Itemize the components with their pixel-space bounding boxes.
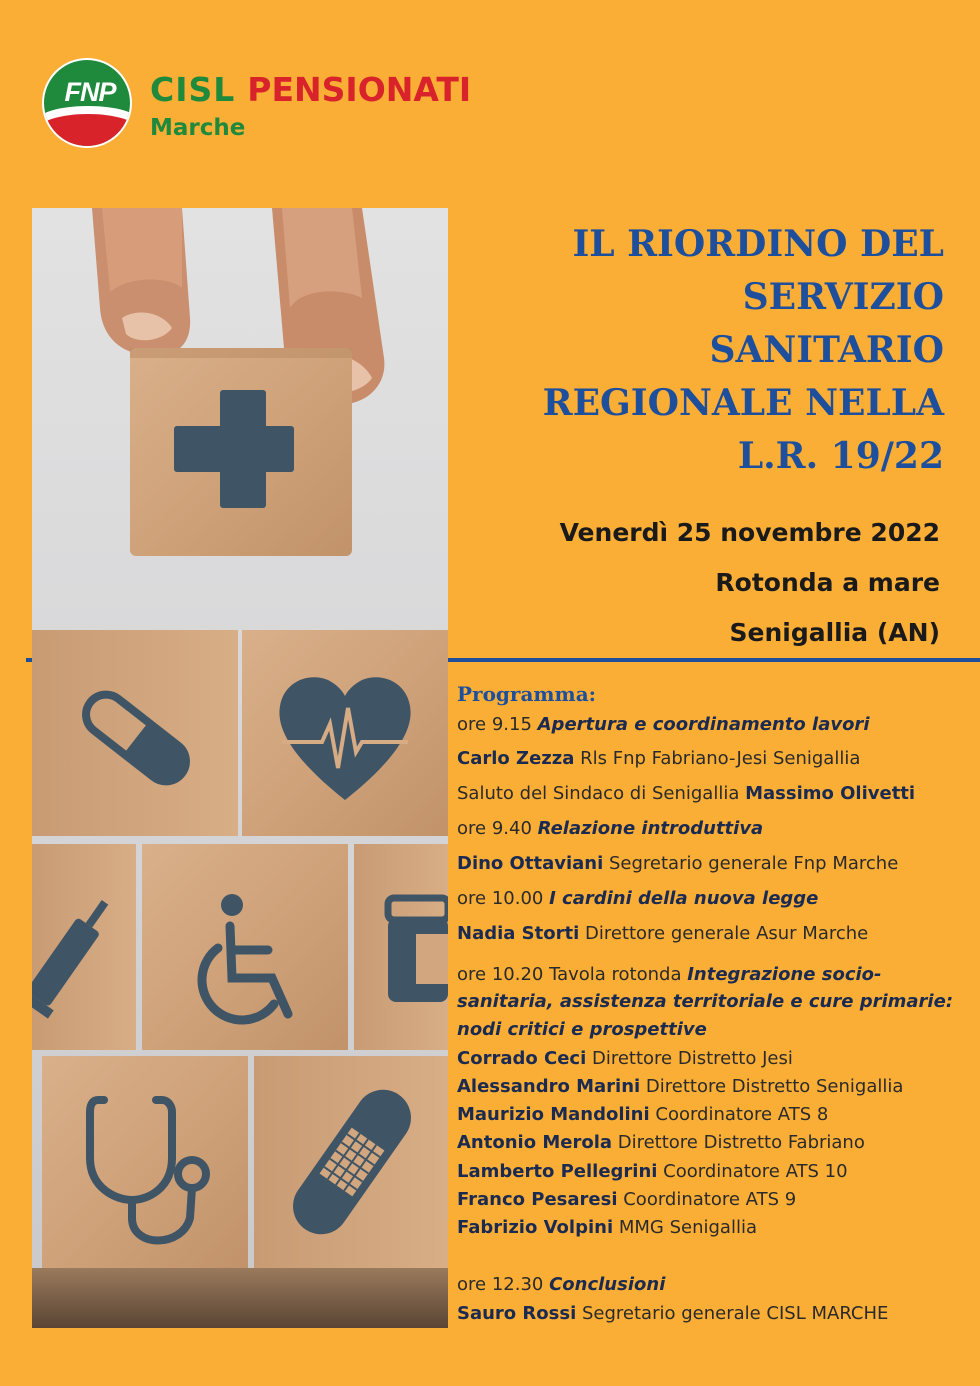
- program-line: Antonio Merola Direttore Distretto Fabriano: [457, 1132, 865, 1153]
- event-date: Venerdì 25 novembre 2022: [559, 518, 940, 547]
- heart-block: [242, 630, 448, 836]
- title-line: SANITARIO: [709, 329, 944, 371]
- program-section: [457, 676, 967, 1329]
- program-line: Lamberto Pellegrini Coordinatore ATS 10: [457, 1161, 848, 1182]
- medical-bag-block: [354, 844, 448, 1050]
- wooden-blocks-photo: [32, 208, 448, 1328]
- event-city: Senigallia (AN): [729, 618, 940, 647]
- program-line: ore 10.00 I cardini della nuova legge: [457, 888, 819, 909]
- program-line: ore 9.15 Apertura e coordinamento lavori: [457, 714, 870, 735]
- title-line: REGIONALE NELLA: [542, 382, 944, 424]
- program-line: Corrado Ceci Direttore Distretto Jesi: [457, 1048, 793, 1069]
- logo-fnp-text: FNP: [64, 77, 116, 107]
- brand-name: [150, 70, 471, 109]
- event-venue: Rotonda a mare: [715, 568, 940, 597]
- bandage-block: [254, 1056, 448, 1268]
- program-line: Dino Ottaviani Segretario generale Fnp Marche: [457, 853, 899, 874]
- wheelchair-block: [142, 844, 348, 1050]
- program-line: nodi critici e prospettive: [457, 1019, 707, 1040]
- event-info: [560, 508, 940, 658]
- program-line: Maurizio Mandolini Coordinatore ATS 8: [457, 1104, 829, 1125]
- divider-rule: [448, 658, 980, 662]
- program-line: Alessandro Marini Direttore Distretto Senigallia: [457, 1076, 904, 1097]
- title-line: L.R. 19/22: [737, 435, 944, 477]
- stethoscope-block: [42, 1056, 248, 1268]
- program-heading: Programma:: [457, 682, 597, 706]
- plus-block: [130, 348, 352, 556]
- title-line: IL RIORDINO DEL: [572, 223, 944, 265]
- title-line: SERVIZIO: [742, 276, 944, 318]
- fnp-logo-mark: [42, 58, 132, 148]
- program-line: Fabrizio Volpini MMG Senigallia: [457, 1217, 757, 1238]
- program-line: sanitaria, assistenza territoriale e cure primarie:: [457, 991, 954, 1012]
- program-line: ore 10.20 Tavola rotonda Integrazione socio-: [457, 964, 882, 985]
- program-line: Nadia Storti Direttore generale Asur Marche: [457, 923, 869, 944]
- program-line: Sauro Rossi Segretario generale CISL MARCHE: [457, 1303, 889, 1324]
- brand-cisl: CISL: [150, 70, 236, 109]
- brand-region: Marche: [150, 115, 246, 141]
- program-line: Carlo Zezza Rls Fnp Fabriano-Jesi Senigallia: [457, 748, 861, 769]
- syringe-block: [32, 844, 136, 1050]
- divider-tick: [26, 658, 32, 662]
- pill-block: [32, 630, 238, 836]
- program-line: Franco Pesaresi Coordinatore ATS 9: [457, 1189, 797, 1210]
- program-line: ore 9.40 Relazione introduttiva: [457, 818, 764, 839]
- event-title: [464, 218, 944, 483]
- program-line: Saluto del Sindaco di Senigallia Massimo Olivetti: [457, 783, 916, 804]
- brand-pensionati: PENSIONATI: [247, 70, 472, 109]
- program-line: ore 12.30 Conclusioni: [457, 1274, 666, 1295]
- cisl-fnp-logo: [42, 58, 512, 148]
